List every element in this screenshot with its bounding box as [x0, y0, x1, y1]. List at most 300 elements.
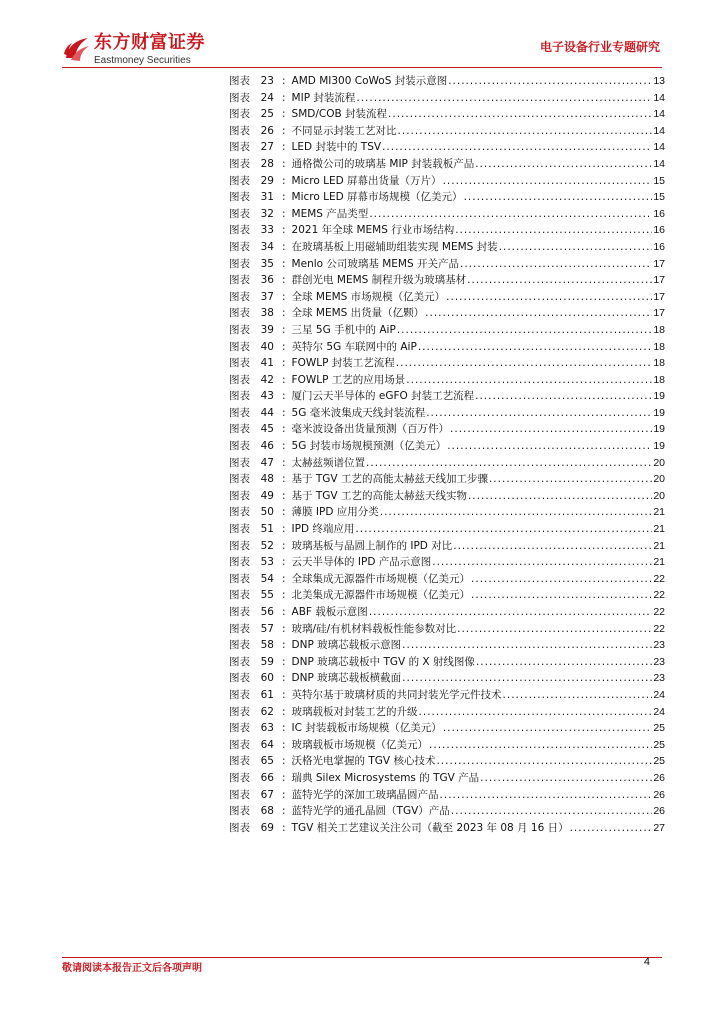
toc-entry-colon: : — [282, 539, 286, 552]
toc-entry-title: LED 封装中的 TSV — [291, 141, 382, 154]
toc-entry-colon: : — [282, 473, 286, 486]
toc-entry-label: 图表 — [229, 821, 250, 834]
toc-entry-number: 59 — [260, 655, 274, 668]
toc-entry-title: 瑞典 Silex Microsystems 的 TGV 产品 — [291, 771, 480, 784]
toc-entry-page: 24 — [653, 705, 665, 718]
toc-dot-leader — [457, 621, 652, 638]
toc-dot-leader — [464, 189, 653, 206]
toc-entry-title: 蓝特光学的深加工玻璃晶圆产品 — [291, 788, 439, 801]
toc-entry-label: 图表 — [229, 572, 250, 585]
toc-dot-leader — [460, 256, 652, 273]
toc-entry-number: 45 — [260, 423, 274, 436]
toc-dot-leader — [446, 289, 652, 306]
toc-entry-label: 图表 — [229, 290, 250, 303]
toc-entry-label: 图表 — [229, 639, 250, 652]
toc-entry[interactable] — [229, 222, 665, 239]
toc-entry-number: 27 — [260, 141, 274, 154]
toc-entry-page: 17 — [653, 274, 665, 287]
toc-entry-label: 图表 — [229, 688, 250, 701]
toc-entry-title: 通格微公司的玻璃基 MIP 封装载板产品 — [291, 157, 475, 170]
toc-entry-number: 40 — [260, 340, 274, 353]
toc-entry-title: 玻璃/硅/有机材料载板性能参数对比 — [291, 622, 457, 635]
toc-entry-colon: : — [282, 157, 286, 170]
toc-dot-leader — [475, 388, 652, 405]
toc-entry-title: ABF 载板示意图 — [291, 606, 368, 618]
toc-entry-label: 图表 — [229, 489, 250, 502]
toc-entry[interactable] — [229, 554, 665, 571]
toc-entry[interactable] — [229, 521, 665, 538]
toc-entry-page: 18 — [653, 373, 665, 386]
toc-entry-title: 不同显示封装工艺对比 — [291, 124, 397, 137]
toc-dot-leader — [432, 554, 652, 571]
toc-entry[interactable] — [229, 90, 665, 107]
toc-entry-colon: : — [282, 788, 286, 801]
toc-entry-colon: : — [282, 141, 286, 154]
toc-dot-leader — [382, 139, 652, 156]
toc-entry[interactable] — [229, 73, 665, 90]
toc-dot-leader — [426, 405, 652, 422]
toc-entry-label: 图表 — [229, 307, 250, 320]
toc-entry-title: FOWLP 封装工艺流程 — [291, 357, 395, 370]
toc-entry[interactable] — [229, 256, 665, 273]
toc-entry-colon: : — [282, 606, 286, 618]
toc-entry-number: 34 — [260, 240, 274, 253]
toc-entry-title: IC 封装载板市场规模（亿美元） — [291, 722, 442, 735]
toc-dot-leader — [366, 455, 652, 472]
toc-entry-label: 图表 — [229, 771, 250, 784]
toc-entry-colon: : — [282, 738, 286, 751]
toc-entry-colon: : — [282, 821, 286, 834]
figure-index-list — [229, 73, 665, 836]
toc-entry-page: 14 — [653, 141, 665, 154]
toc-entry-colon: : — [282, 75, 286, 87]
toc-entry-title: 三星 5G 手机中的 AiP — [291, 323, 396, 336]
toc-entry[interactable] — [229, 438, 665, 455]
toc-dot-leader — [476, 654, 652, 671]
toc-entry-colon: : — [282, 323, 286, 336]
brand-name-en: Eastmoney Securities — [94, 55, 191, 66]
toc-entry-number: 32 — [260, 207, 274, 220]
toc-entry-page: 23 — [653, 655, 665, 668]
toc-entry-page: 17 — [653, 307, 665, 320]
toc-entry-title: DNP 玻璃芯载板中 TGV 的 X 射线图像 — [291, 655, 475, 668]
toc-entry-page: 16 — [653, 207, 665, 220]
toc-entry-number: 67 — [260, 788, 274, 801]
toc-entry-number: 53 — [260, 556, 274, 569]
toc-entry-page: 18 — [653, 357, 665, 370]
toc-entry-number: 43 — [260, 390, 274, 403]
toc-entry-page: 18 — [653, 323, 665, 336]
toc-entry-title: MIP 封装流程 — [291, 91, 356, 104]
toc-dot-leader — [451, 803, 653, 820]
toc-entry-number: 56 — [260, 606, 274, 618]
toc-entry-colon: : — [282, 672, 286, 685]
toc-entry-colon: : — [282, 440, 286, 453]
toc-entry-page: 24 — [653, 688, 665, 701]
toc-entry-label: 图表 — [229, 357, 250, 370]
toc-entry-colon: : — [282, 589, 286, 602]
toc-entry-title: TGV 相关工艺建议关注公司（截至 2023 年 08 月 16 日） — [291, 821, 569, 834]
toc-entry-page: 26 — [653, 805, 665, 818]
toc-entry-number: 28 — [260, 157, 274, 170]
toc-entry-number: 63 — [260, 722, 274, 735]
toc-entry[interactable] — [229, 770, 665, 787]
toc-entry[interactable] — [229, 305, 665, 322]
toc-entry[interactable] — [229, 355, 665, 372]
toc-entry-number: 36 — [260, 274, 274, 287]
toc-entry-label: 图表 — [229, 406, 250, 419]
toc-entry[interactable] — [229, 820, 665, 837]
toc-entry-number: 62 — [260, 705, 274, 718]
toc-entry-page: 19 — [653, 390, 665, 403]
toc-entry-colon: : — [282, 506, 286, 519]
toc-entry-page: 25 — [653, 722, 665, 735]
toc-entry-page: 20 — [653, 489, 665, 502]
toc-entry-title: 5G 毫米波集成天线封装流程 — [291, 406, 426, 419]
toc-entry-page: 19 — [653, 440, 665, 453]
toc-entry-colon: : — [282, 240, 286, 253]
toc-entry-colon: : — [282, 556, 286, 569]
toc-entry-title: 群创光电 MEMS 制程升级为玻璃基材 — [291, 274, 467, 287]
toc-entry-label: 图表 — [229, 606, 250, 618]
toc-entry-title: 全球 MEMS 出货量（亿颗） — [291, 307, 425, 320]
toc-entry[interactable] — [229, 421, 665, 438]
toc-entry-number: 26 — [260, 124, 274, 137]
toc-entry-number: 35 — [260, 257, 274, 270]
toc-entry-label: 图表 — [229, 191, 250, 204]
toc-entry-page: 23 — [653, 639, 665, 652]
toc-entry[interactable] — [229, 687, 665, 704]
toc-entry-page: 21 — [653, 506, 665, 519]
toc-dot-leader — [436, 753, 652, 770]
toc-entry-number: 37 — [260, 290, 274, 303]
toc-dot-leader — [443, 720, 653, 737]
toc-entry-label: 图表 — [229, 456, 250, 469]
toc-entry[interactable] — [229, 206, 665, 223]
toc-entry-colon: : — [282, 655, 286, 668]
toc-entry-label: 图表 — [229, 257, 250, 270]
toc-entry[interactable] — [229, 720, 665, 737]
toc-entry-page: 14 — [653, 124, 665, 137]
toc-entry[interactable] — [229, 322, 665, 339]
toc-dot-leader — [369, 206, 652, 223]
toc-entry[interactable] — [229, 538, 665, 555]
toc-entry-colon: : — [282, 423, 286, 436]
toc-entry-number: 66 — [260, 771, 274, 784]
toc-entry-title: Menlo 公司玻璃基 MEMS 开关产品 — [291, 257, 459, 270]
toc-entry-number: 50 — [260, 506, 274, 519]
toc-entry-number: 24 — [260, 91, 274, 104]
toc-dot-leader — [356, 90, 652, 107]
toc-entry-page: 27 — [653, 821, 665, 834]
toc-entry[interactable] — [229, 803, 665, 820]
toc-entry-title: 玻璃基板与晶圆上制作的 IPD 对比 — [291, 539, 453, 552]
toc-entry-colon: : — [282, 340, 286, 353]
footer-disclaimer: 敬请阅读本报告正文后各项声明 — [62, 963, 202, 974]
toc-entry-page: 16 — [653, 224, 665, 237]
toc-entry-page: 26 — [653, 788, 665, 801]
toc-entry-page: 21 — [653, 523, 665, 536]
toc-entry-colon: : — [282, 357, 286, 370]
toc-entry[interactable] — [229, 587, 665, 604]
toc-entry-number: 57 — [260, 622, 274, 635]
toc-entry-label: 图表 — [229, 523, 250, 536]
toc-entry[interactable] — [229, 106, 665, 123]
toc-entry[interactable] — [229, 189, 665, 206]
toc-entry[interactable] — [229, 787, 665, 804]
toc-entry-label: 图表 — [229, 655, 250, 668]
toc-entry-number: 38 — [260, 307, 274, 320]
toc-entry-number: 51 — [260, 523, 274, 536]
toc-entry-label: 图表 — [229, 207, 250, 220]
toc-entry-title: 5G 封装市场规模预测（亿美元） — [291, 440, 447, 453]
toc-entry[interactable] — [229, 405, 665, 422]
toc-entry-colon: : — [282, 274, 286, 287]
toc-entry-number: 60 — [260, 672, 274, 685]
toc-entry-colon: : — [282, 755, 286, 768]
toc-dot-leader — [450, 421, 652, 438]
toc-entry[interactable] — [229, 637, 665, 654]
toc-dot-leader — [425, 305, 652, 322]
toc-entry-page: 21 — [653, 539, 665, 552]
toc-entry-number: 55 — [260, 589, 274, 602]
toc-dot-leader — [453, 538, 652, 555]
toc-entry[interactable] — [229, 504, 665, 521]
toc-entry-label: 图表 — [229, 75, 250, 87]
toc-entry-colon: : — [282, 489, 286, 502]
toc-entry-number: 69 — [260, 821, 274, 834]
toc-entry-label: 图表 — [229, 423, 250, 436]
brand-name-cn: 东方财富证券 — [94, 32, 205, 53]
toc-dot-leader — [499, 239, 653, 256]
toc-entry-label: 图表 — [229, 174, 250, 187]
toc-entry[interactable] — [229, 289, 665, 306]
toc-entry-title: 在玻璃基板上用磁辅助组装实现 MEMS 封装 — [291, 240, 498, 253]
toc-entry-number: 25 — [260, 108, 274, 121]
toc-entry-label: 图表 — [229, 157, 250, 170]
toc-entry-page: 22 — [653, 606, 665, 618]
toc-dot-leader — [570, 820, 653, 837]
toc-entry-label: 图表 — [229, 805, 250, 818]
toc-dot-leader — [380, 504, 653, 521]
toc-entry-title: FOWLP 工艺的应用场景 — [291, 373, 406, 386]
toc-entry[interactable] — [229, 471, 665, 488]
toc-entry-number: 49 — [260, 489, 274, 502]
toc-dot-leader — [419, 704, 653, 721]
toc-entry-colon: : — [282, 523, 286, 536]
toc-entry-colon: : — [282, 622, 286, 635]
toc-dot-leader — [418, 339, 653, 356]
toc-entry-page: 18 — [653, 340, 665, 353]
toc-entry-title: MEMS 产品类型 — [291, 207, 369, 220]
toc-entry-title: 毫米波设备出货量预测（百万件） — [291, 423, 450, 436]
toc-entry-page: 17 — [653, 257, 665, 270]
toc-entry-title: 全球集成无源器件市场规模（亿美元） — [291, 572, 471, 585]
toc-entry-title: 蓝特光学的通孔晶圆（TGV）产品 — [291, 805, 450, 818]
toc-entry-page: 25 — [653, 738, 665, 751]
toc-dot-leader — [443, 173, 653, 190]
footer-divider — [62, 957, 662, 958]
toc-entry-page: 26 — [653, 771, 665, 784]
toc-entry-number: 64 — [260, 738, 274, 751]
toc-dot-leader — [489, 471, 652, 488]
toc-entry-label: 图表 — [229, 705, 250, 718]
toc-dot-leader — [388, 106, 652, 123]
toc-entry-page: 15 — [653, 174, 665, 187]
toc-dot-leader — [448, 73, 652, 90]
page-number: 4 — [643, 956, 650, 968]
toc-dot-leader — [503, 687, 653, 704]
toc-entry-title: SMD/COB 封装流程 — [291, 108, 388, 121]
page-header — [0, 0, 724, 72]
toc-entry-page: 20 — [653, 473, 665, 486]
toc-entry-label: 图表 — [229, 91, 250, 104]
toc-entry-title: 英特尔基于玻璃材质的共同封装光学元件技术 — [291, 688, 502, 701]
toc-entry[interactable] — [229, 388, 665, 405]
toc-entry-label: 图表 — [229, 539, 250, 552]
toc-entry-number: 48 — [260, 473, 274, 486]
toc-dot-leader — [440, 787, 653, 804]
toc-entry-number: 39 — [260, 323, 274, 336]
toc-entry-title: DNP 玻璃芯载板示意图 — [291, 639, 402, 652]
toc-entry-colon: : — [282, 290, 286, 303]
toc-entry[interactable] — [229, 239, 665, 256]
toc-dot-leader — [471, 587, 652, 604]
toc-entry-label: 图表 — [229, 788, 250, 801]
toc-entry[interactable] — [229, 455, 665, 472]
toc-entry-title: Micro LED 屏幕市场规模（亿美元） — [291, 191, 463, 204]
toc-entry-number: 44 — [260, 406, 274, 419]
toc-entry-page: 25 — [653, 755, 665, 768]
toc-entry-label: 图表 — [229, 124, 250, 137]
toc-entry[interactable] — [229, 139, 665, 156]
toc-entry-number: 41 — [260, 357, 274, 370]
toc-entry-label: 图表 — [229, 390, 250, 403]
toc-entry-number: 47 — [260, 456, 274, 469]
toc-dot-leader — [402, 637, 652, 654]
toc-entry-title: 沃格光电掌握的 TGV 核心技术 — [291, 755, 436, 768]
toc-entry-label: 图表 — [229, 473, 250, 486]
toc-entry[interactable] — [229, 272, 665, 289]
toc-entry-colon: : — [282, 307, 286, 320]
toc-entry[interactable] — [229, 173, 665, 190]
toc-entry-label: 图表 — [229, 622, 250, 635]
toc-entry[interactable] — [229, 372, 665, 389]
toc-entry-label: 图表 — [229, 240, 250, 253]
toc-entry[interactable] — [229, 753, 665, 770]
toc-entry[interactable] — [229, 339, 665, 356]
toc-entry[interactable] — [229, 571, 665, 588]
toc-dot-leader — [402, 670, 652, 687]
toc-entry[interactable] — [229, 704, 665, 721]
toc-entry-page: 22 — [653, 622, 665, 635]
report-type-title: 电子设备行业专题研究 — [539, 40, 660, 54]
toc-entry-number: 33 — [260, 224, 274, 237]
toc-entry-number: 65 — [260, 755, 274, 768]
toc-entry-title: 玻璃载板市场规模（亿美元） — [291, 738, 429, 751]
toc-entry-colon: : — [282, 705, 286, 718]
toc-entry-number: 58 — [260, 639, 274, 652]
toc-entry-colon: : — [282, 191, 286, 204]
toc-dot-leader — [475, 156, 652, 173]
toc-entry-label: 图表 — [229, 274, 250, 287]
toc-entry[interactable] — [229, 621, 665, 638]
toc-entry-label: 图表 — [229, 755, 250, 768]
toc-entry-page: 23 — [653, 672, 665, 685]
toc-entry-colon: : — [282, 572, 286, 585]
toc-entry-colon: : — [282, 257, 286, 270]
toc-entry-page: 17 — [653, 290, 665, 303]
toc-entry-title: 玻璃载板对封装工艺的升级 — [291, 705, 418, 718]
toc-entry-page: 22 — [653, 589, 665, 602]
toc-entry-label: 图表 — [229, 440, 250, 453]
toc-entry[interactable] — [229, 654, 665, 671]
toc-entry-page: 22 — [653, 572, 665, 585]
toc-entry-colon: : — [282, 224, 286, 237]
toc-dot-leader — [355, 521, 652, 538]
toc-entry-title: 基于 TGV 工艺的高能太赫兹天线实物 — [291, 489, 467, 502]
toc-entry-colon: : — [282, 390, 286, 403]
toc-entry-label: 图表 — [229, 506, 250, 519]
toc-entry-colon: : — [282, 456, 286, 469]
toc-entry-colon: : — [282, 91, 286, 104]
toc-entry-label: 图表 — [229, 556, 250, 569]
toc-entry[interactable] — [229, 737, 665, 754]
toc-dot-leader — [406, 372, 652, 389]
toc-entry[interactable] — [229, 604, 665, 621]
toc-entry-page: 14 — [653, 108, 665, 121]
header-divider — [62, 67, 662, 68]
toc-entry-number: 42 — [260, 373, 274, 386]
toc-entry[interactable] — [229, 123, 665, 140]
toc-entry-colon: : — [282, 406, 286, 419]
toc-entry-title: 厦门云天半导体的 eGFO 封装工艺流程 — [291, 390, 475, 403]
toc-dot-leader — [480, 770, 652, 787]
toc-entry-label: 图表 — [229, 340, 250, 353]
toc-entry-title: 太赫兹频谱位置 — [291, 456, 366, 469]
toc-dot-leader — [455, 222, 652, 239]
toc-entry-number: 54 — [260, 572, 274, 585]
toc-entry[interactable] — [229, 488, 665, 505]
toc-dot-leader — [447, 438, 652, 455]
toc-entry-colon: : — [282, 771, 286, 784]
toc-dot-leader — [429, 737, 652, 754]
toc-entry-title: 2021 年全球 MEMS 行业市场结构 — [291, 224, 455, 237]
toc-entry-colon: : — [282, 639, 286, 652]
toc-entry-title: 北美集成无源器件市场规模（亿美元） — [291, 589, 471, 602]
toc-entry-colon: : — [282, 373, 286, 386]
toc-entry-title: Micro LED 屏幕出货量（万片） — [291, 174, 442, 187]
toc-entry-label: 图表 — [229, 738, 250, 751]
toc-entry-colon: : — [282, 688, 286, 701]
toc-entry-label: 图表 — [229, 224, 250, 237]
toc-entry[interactable] — [229, 670, 665, 687]
toc-entry-title: 英特尔 5G 车联网中的 AiP — [291, 340, 417, 353]
toc-entry-title: AMD MI300 CoWoS 封装示意图 — [291, 75, 448, 87]
toc-entry-colon: : — [282, 124, 286, 137]
eastmoney-logo-icon — [62, 34, 92, 64]
toc-entry-label: 图表 — [229, 141, 250, 154]
toc-entry-colon: : — [282, 108, 286, 121]
toc-entry-title: IPD 终端应用 — [291, 523, 355, 536]
toc-dot-leader — [397, 322, 653, 339]
toc-entry-number: 31 — [260, 191, 274, 204]
toc-entry-page: 21 — [653, 556, 665, 569]
toc-entry-page: 14 — [653, 157, 665, 170]
toc-entry-label: 图表 — [229, 108, 250, 121]
toc-entry-label: 图表 — [229, 373, 250, 386]
toc-entry[interactable] — [229, 156, 665, 173]
